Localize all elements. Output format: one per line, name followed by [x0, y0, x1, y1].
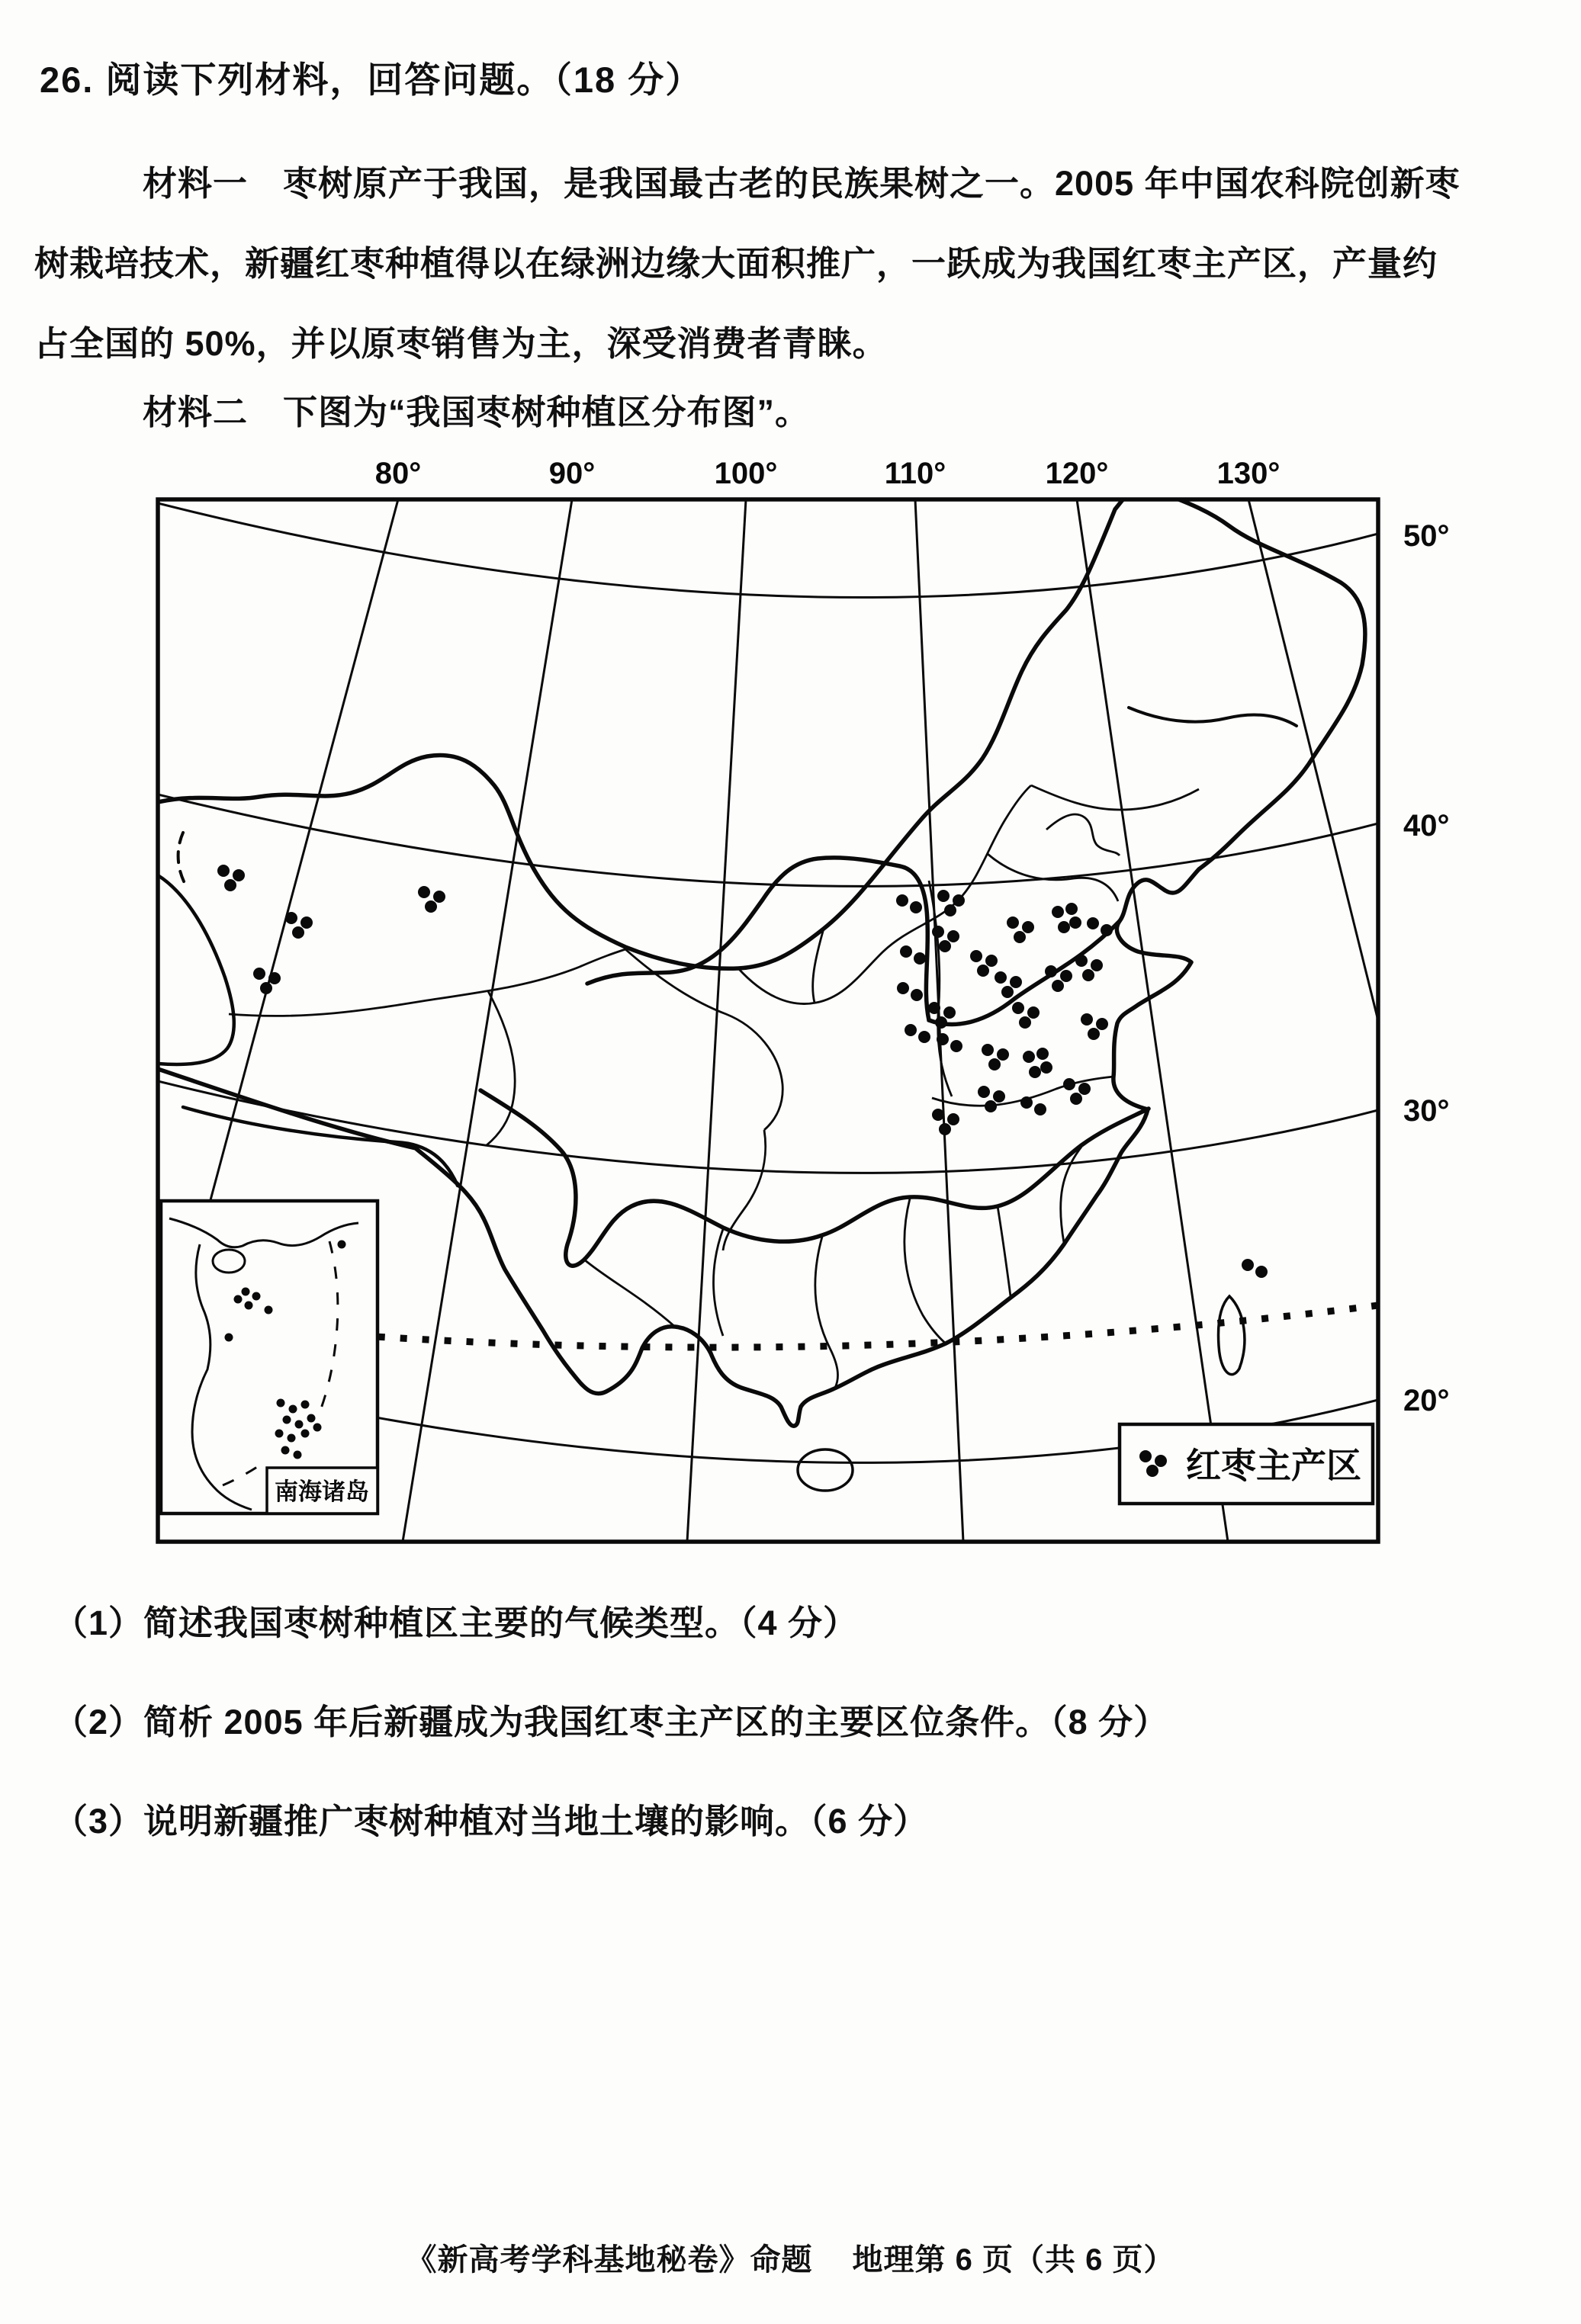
lat-label-40: 40°	[1403, 809, 1450, 843]
material2-paragraph: 材料二 下图为“我国枣树种植区分布图”。	[143, 393, 811, 432]
hainan-island	[798, 1449, 853, 1491]
lon-label-80: 80°	[374, 457, 422, 490]
parallel-50	[158, 503, 1378, 597]
yellow-river-path	[587, 858, 1120, 1025]
lat-label-50: 50°	[1403, 519, 1450, 553]
question-number: 26.	[40, 59, 95, 100]
material2-label: 材料二	[143, 393, 249, 432]
pamir-west-border	[158, 875, 234, 1064]
lon-label-110: 110°	[884, 457, 946, 490]
question-intro: 阅读下列材料，回答问题。（18 分）	[105, 59, 703, 100]
footer-right: 地理第 6 页（共 6 页）	[852, 2243, 1175, 2277]
material1-line2: 树栽培技术，新疆红枣种植得以在绿洲边缘大面积推广，一跃成为我国红枣主产区，产量约	[34, 244, 1438, 283]
lon-label-100: 100°	[714, 457, 778, 490]
lon-label-130: 130°	[1216, 457, 1281, 490]
sub-question-1: （1）简述我国枣树种植区主要的气候类型。（4 分）	[53, 1603, 859, 1642]
legend-label: 红枣主产区	[1186, 1446, 1361, 1485]
footer-left: 《新高考学科基地秘卷》命题	[406, 2243, 813, 2277]
songhua-river-path	[1129, 708, 1297, 726]
taiwan-island	[1219, 1296, 1245, 1375]
inset-map	[161, 1201, 378, 1513]
lon-label-90: 90°	[548, 457, 596, 490]
material1-line1: 材料一 枣树原产于我国，是我国最古老的民族果树之一。2005 年中国农科院创新枣	[143, 164, 1460, 203]
latitude-labels	[1403, 519, 1450, 1417]
page-footer	[0, 2236, 1581, 2279]
yangtze-river-path	[480, 1090, 1149, 1266]
sub-question-2: （2）简析 2005 年后新疆成为我国红枣主产区的主要区位条件。（8 分）	[53, 1703, 1169, 1741]
disputed-border-dashed	[178, 833, 186, 886]
tropic-of-cancer-line	[290, 1305, 1378, 1347]
sub-question-3: （3）说明新疆推广枣树种植对当地土壤的影响。（6 分）	[53, 1802, 929, 1841]
material1-line3: 占全国的 50%，并以原枣销售为主，深受消费者青睐。	[34, 324, 888, 363]
material1-label: 材料一	[143, 164, 249, 203]
lat-label-20: 20°	[1403, 1384, 1450, 1417]
inset-label: 南海诸岛	[275, 1478, 369, 1505]
longitude-labels	[375, 457, 1281, 490]
lon-label-120: 120°	[1045, 457, 1109, 490]
meridian-90	[403, 499, 572, 1542]
lat-label-30: 30°	[1403, 1094, 1450, 1128]
legend-box	[1120, 1424, 1373, 1504]
